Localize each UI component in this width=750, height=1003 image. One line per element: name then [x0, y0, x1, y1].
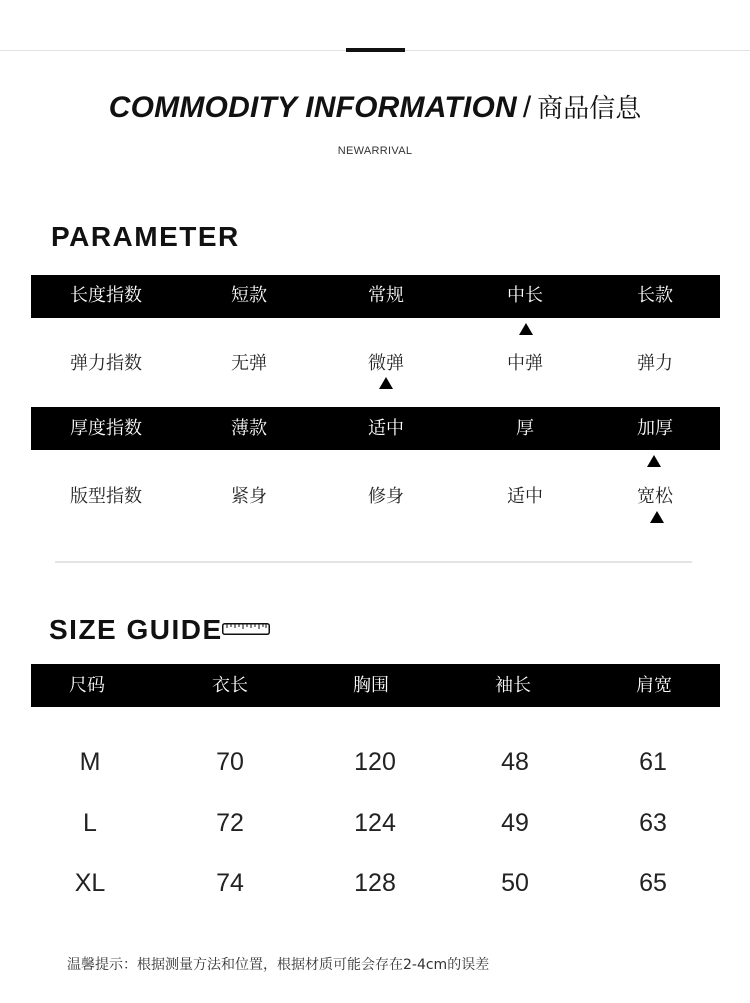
selected-marker-triangle: [647, 455, 661, 467]
param-option: 加厚: [637, 418, 673, 439]
size-cell: 74: [216, 869, 244, 897]
size-cell: 63: [639, 809, 667, 837]
param-label-thickness: 厚度指数: [70, 418, 142, 439]
size-col-header: 衣长: [212, 675, 248, 696]
param-option: 紧身: [231, 486, 267, 507]
size-col-header: 尺码: [69, 675, 105, 696]
size-cell: 72: [216, 809, 244, 837]
param-option: 短款: [231, 285, 267, 306]
size-cell: 128: [354, 869, 396, 897]
parameter-heading: PARAMETER: [51, 221, 240, 252]
size-cell: 124: [354, 809, 396, 837]
param-option: 厚: [516, 418, 534, 439]
size-col-header: 肩宽: [636, 675, 672, 696]
selected-marker-triangle: [650, 511, 664, 523]
size-cell: 65: [639, 869, 667, 897]
section-divider: [55, 561, 692, 563]
param-option: 适中: [507, 486, 543, 507]
title-chinese: 商品信息: [537, 94, 642, 124]
measurement-note: 温馨提示：根据测量方法和位置，根据材质可能会存在2-4cm的误差: [67, 957, 490, 973]
page-title: [0, 88, 750, 129]
param-option: 微弹: [368, 353, 404, 374]
param-option: 弹力: [637, 353, 673, 374]
size-cell: 61: [639, 748, 667, 776]
param-option: 修身: [368, 486, 404, 507]
page-subtitle: NEWARRIVAL: [337, 145, 413, 157]
param-label-fit: 版型指数: [70, 486, 142, 507]
param-option: 中弹: [507, 353, 543, 374]
param-label-length: 长度指数: [70, 285, 142, 306]
ruler-icon: [222, 623, 270, 635]
size-cell: L: [83, 809, 97, 837]
param-option: 中长: [507, 285, 543, 306]
title-english: COMMODITY INFORMATION: [108, 91, 517, 124]
size-cell: XL: [74, 869, 106, 897]
size-cell: 49: [501, 809, 529, 837]
title-separator: /: [522, 91, 532, 124]
size-guide-heading: SIZE GUIDE: [49, 614, 223, 645]
param-option: 无弹: [231, 353, 267, 374]
top-accent-bar: [346, 48, 405, 52]
size-cell: 50: [501, 869, 529, 897]
size-col-header: 胸围: [353, 675, 389, 696]
size-cell: 70: [216, 748, 244, 776]
size-cell: 48: [501, 748, 529, 776]
selected-marker-triangle: [379, 377, 393, 389]
size-cell: M: [79, 748, 101, 776]
selected-marker-triangle: [519, 323, 533, 335]
param-option: 适中: [368, 418, 404, 439]
param-option: 常规: [368, 285, 404, 306]
param-option: 宽松: [637, 486, 673, 507]
size-cell: 120: [354, 748, 396, 776]
param-label-elasticity: 弹力指数: [70, 353, 142, 374]
param-option: 长款: [637, 285, 673, 306]
param-option: 薄款: [231, 418, 267, 439]
size-col-header: 袖长: [495, 675, 531, 696]
